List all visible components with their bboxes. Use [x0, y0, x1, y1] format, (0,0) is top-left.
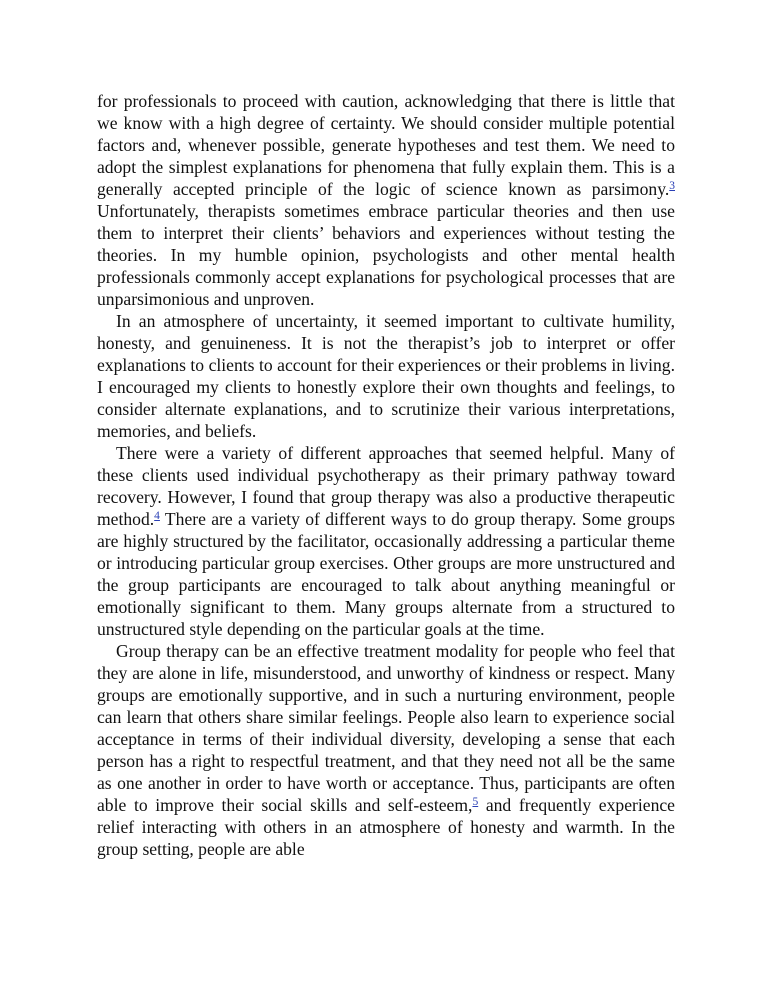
paragraph-group-therapy	[97, 640, 675, 860]
footnote-link-4[interactable]: 4	[154, 510, 160, 522]
paragraph-uncertainty	[97, 310, 675, 442]
paragraph-text: Unfortunately, therapists sometimes embrace particular theories and then use them to interpret their clients’ behaviors and experiences without testing the theories. In my humble opinion, psychologists and other mental health professionals commonly accept explanations for psychological processes that are unparsimonious and unproven.	[97, 201, 675, 309]
paragraph-parsimony	[97, 90, 675, 310]
paragraph-text: for professionals to proceed with caution, acknowledging that there is little that we know with a high degree of certainty. We should consider multiple potential factors and, whenever possible, generate hypotheses and test them. We need to adopt the simplest explanations for phenomena that fully explain them. This is a generally accepted principle of the logic of science known as parsimony.	[97, 91, 675, 199]
paragraph-text: and frequently experience relief interacting with others in an atmosphere of honesty and warmth. In the group setting, people are able	[97, 795, 675, 859]
paragraph-approaches	[97, 442, 675, 640]
footnote-link-3[interactable]: 3	[669, 180, 675, 192]
document-page	[97, 90, 675, 860]
footnote-link-5[interactable]: 5	[472, 796, 479, 808]
paragraph-text: Group therapy can be an effective treatment modality for people who feel that they are alone in life, misunderstood, and unworthy of kindness or respect. Many groups are emotionally supportive, and in such a nurturing environment, people can learn that others share similar feelings. People also learn to experience social acceptance in terms of their individual diversity, developing a sense that each person has a right to respectful treatment, and that they need not all be the same as one another in order to have worth or acceptance. Thus, participants are often able to improve their social skills and self-esteem,	[97, 641, 675, 815]
paragraph-text: There were a variety of different approaches that seemed helpful. Many of these clients used individual psychotherapy as their primary pathway toward recovery. However, I found that group therapy was also a productive therapeutic method.	[97, 443, 675, 529]
paragraph-text: There are a variety of different ways to do group therapy. Some groups are highly structured by the facilitator, occasionally addressing a particular theme or introducing particular group exercises. Other groups are more unstructured and the group participants are encouraged to talk about anything meaningful or emotionally significant to them. Many groups alternate from a structured to unstructured style depending on the particular goals at the time.	[97, 509, 675, 639]
paragraph-text: In an atmosphere of uncertainty, it seemed important to cultivate humility, honesty, and genuineness. It is not the therapist’s job to interpret or offer explanations to clients to account for their experiences or their problems in living. I encouraged my clients to honestly explore their own thoughts and feelings, to consider alternate explanations, and to scrutinize their various interpretations, memories, and beliefs.	[97, 311, 675, 441]
